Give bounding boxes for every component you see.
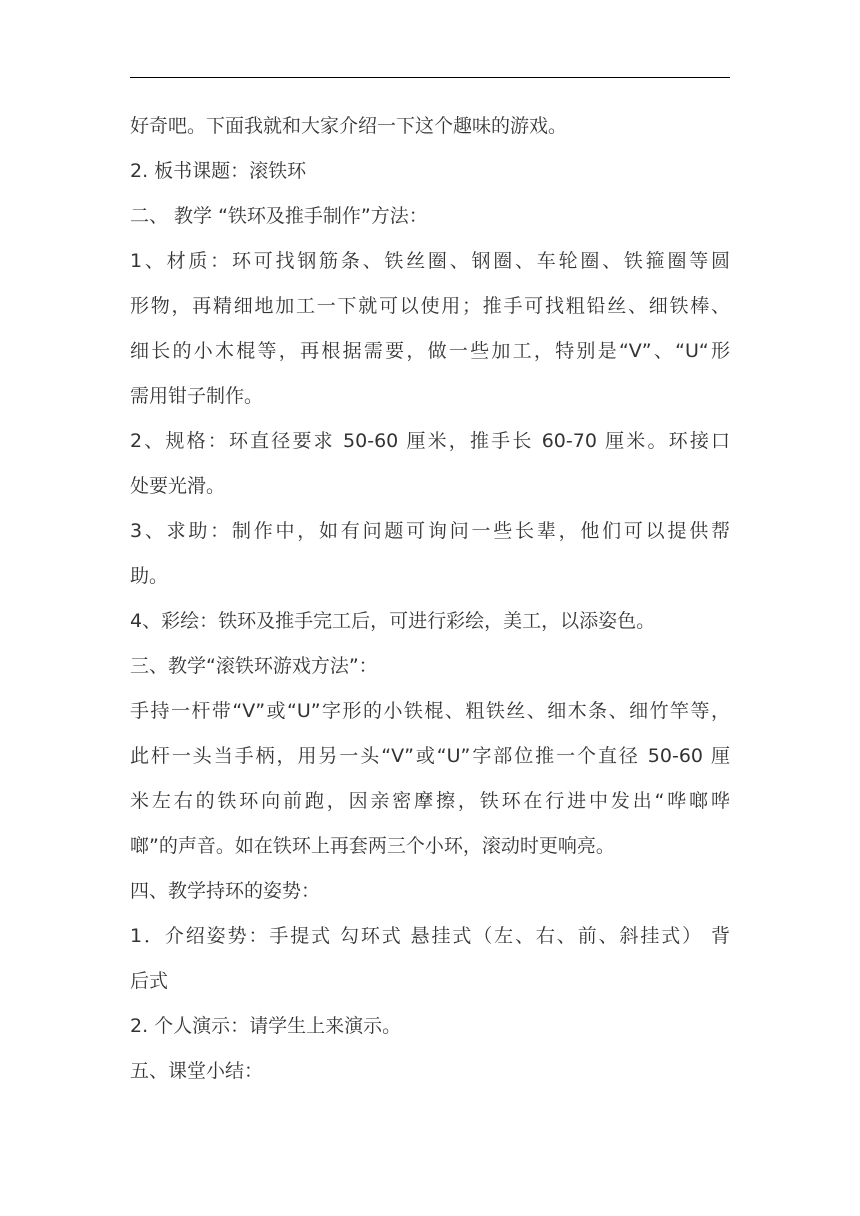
text-line: 四、教学持环的姿势： — [130, 880, 321, 902]
text-line: 2、规格：环直径要求 50-60 厘米，推手长 60-70 厘米。环接口 — [130, 430, 730, 452]
text-line: 1、材质：环可找钢筋条、铁丝圈、钢圈、车轮圈、铁箍圈等圆 — [130, 250, 730, 272]
text-line: 三、教学“滚铁环游戏方法”： — [130, 655, 378, 677]
text-line: 形物，再精细地加工一下就可以使用；推手可找粗铅丝、细铁棒、 — [130, 295, 730, 317]
text-line: 处要光滑。 — [130, 475, 226, 497]
text-line: 后式 — [130, 970, 169, 992]
text-line: 五、课堂小结： — [130, 1060, 264, 1082]
text-line: 助。 — [130, 565, 169, 587]
text-line: 米左右的铁环向前跑，因亲密摩擦，铁环在行进中发出“哗啷哗 — [130, 790, 730, 812]
text-line: 2. 个人演示：请学生上来演示。 — [130, 1015, 402, 1037]
text-line: 1．介绍姿势：手提式 勾环式 悬挂式（左、右、前、斜挂式） 背 — [130, 925, 730, 947]
text-line: 4、彩绘：铁环及推手完工后，可进行彩绘，美工，以添姿色。 — [130, 610, 656, 632]
document-body — [130, 104, 730, 1094]
text-line: 二、 教学 “铁环及推手制作”方法： — [130, 205, 428, 227]
text-line: 需用钳子制作。 — [130, 385, 264, 407]
text-line: 此杆一头当手柄，用另一头“V”或“U”字部位推一个直径 50-60 厘 — [130, 745, 730, 767]
text-line: 2. 板书课题：滚铁环 — [130, 160, 307, 182]
text-line: 啷”的声音。如在铁环上再套两三个小环，滚动时更响亮。 — [130, 835, 615, 857]
text-line: 3、求助：制作中，如有问题可询问一些长辈，他们可以提供帮 — [130, 520, 730, 542]
header-rule — [130, 77, 730, 78]
text-line: 好奇吧。下面我就和大家介绍一下这个趣味的游戏。 — [130, 115, 568, 137]
text-line: 手持一杆带“V”或“U”字形的小铁棍、粗铁丝、细木条、细竹竿等， — [130, 700, 730, 722]
text-line: 细长的小木棍等，再根据需要，做一些加工，特别是“V”、“U“形 — [130, 340, 730, 362]
